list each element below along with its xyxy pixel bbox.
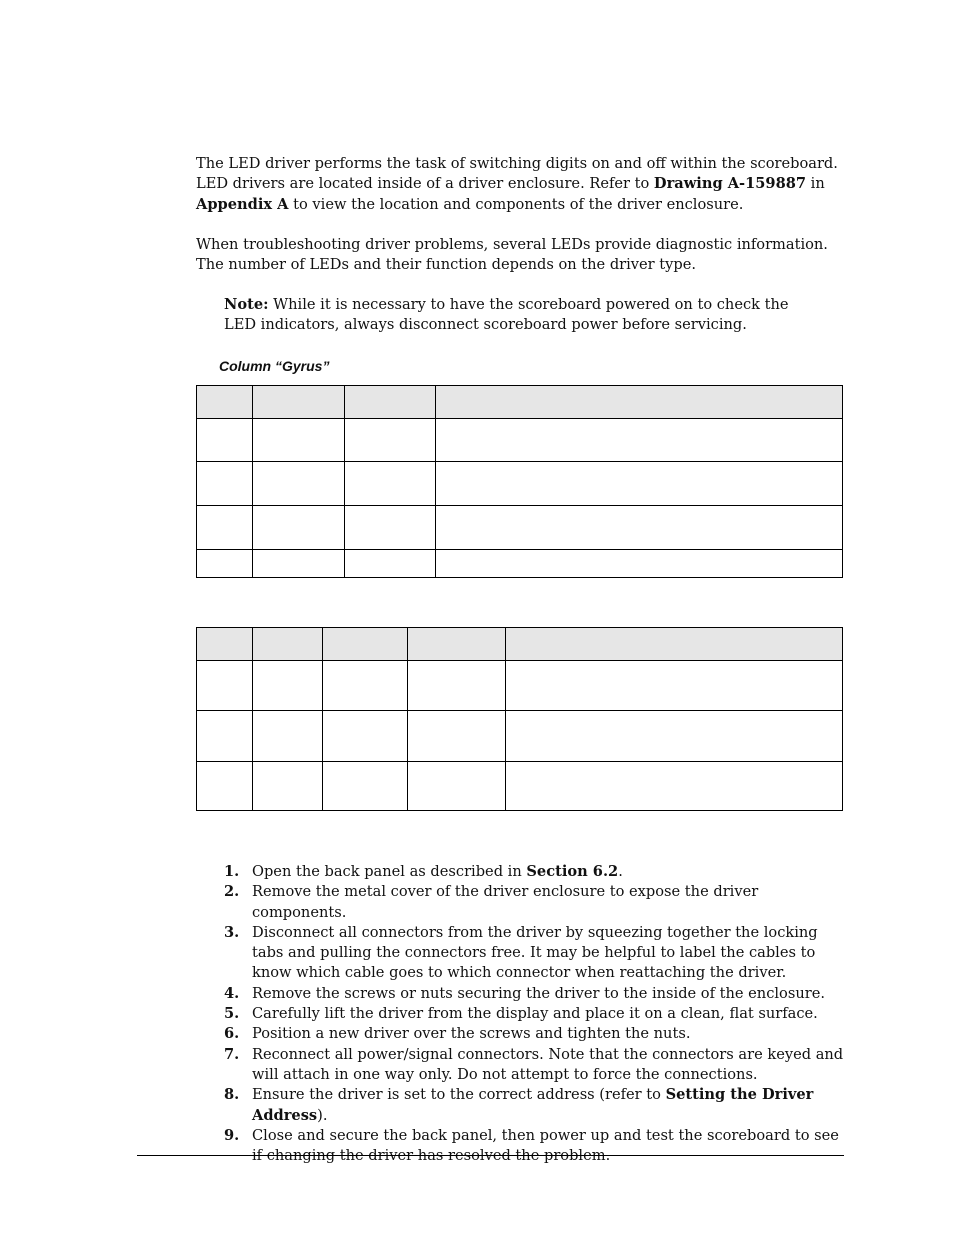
table-cell — [345, 550, 436, 578]
table-cell — [197, 628, 253, 661]
table-cell — [408, 661, 506, 711]
led-table-2 — [196, 627, 843, 811]
table-cell — [436, 419, 843, 462]
step-text: Ensure the driver is set to the correct address (refer to — [252, 1086, 666, 1104]
step-number: 6. — [224, 1025, 240, 1043]
note-paragraph — [224, 295, 824, 336]
table-cell — [323, 661, 408, 711]
intro-paragraph — [196, 154, 846, 215]
step-text: Position a new driver over the screws and tighten the nuts. — [252, 1025, 691, 1043]
step-number: 2. — [224, 883, 240, 901]
table-cell — [436, 462, 843, 506]
table-row — [197, 462, 843, 506]
step-item — [196, 1004, 846, 1024]
table-cell — [253, 711, 323, 762]
step-number: 5. — [224, 1005, 240, 1023]
table-header-row — [197, 386, 843, 419]
table-cell — [197, 661, 253, 711]
table-cell — [323, 762, 408, 811]
step-number: 7. — [224, 1045, 240, 1063]
step-text: Close and secure the back panel, then power up and test the scoreboard to see if changing the driver has resolved the problem. — [252, 1126, 839, 1165]
step-number: 9. — [224, 1126, 240, 1144]
intro-line-2-end: to view the location and components of the driver enclosure. — [288, 195, 744, 213]
step-item — [196, 1045, 846, 1086]
table-cell — [436, 506, 843, 550]
table-cell — [436, 550, 843, 578]
step-text: Disconnect all connectors from the driver by squeezing together the locking tabs and pulling the connectors free. It may be helpful to label the cables to know which cable goes to which connector when reattaching the driver. — [252, 923, 818, 982]
table-cell — [197, 711, 253, 762]
step-item — [196, 862, 846, 882]
table-row — [197, 506, 843, 550]
table-cell — [408, 628, 506, 661]
step-item — [196, 1085, 846, 1126]
table-cell — [253, 462, 345, 506]
table-cell — [345, 386, 436, 419]
intro-line-2-mid: in — [806, 175, 825, 193]
table-cell — [253, 506, 345, 550]
table-cell — [197, 462, 253, 506]
table-cell — [408, 711, 506, 762]
table-cell — [345, 506, 436, 550]
table-row — [197, 550, 843, 578]
table-cell — [197, 550, 253, 578]
step-number: 4. — [224, 984, 240, 1002]
appendix-reference: Appendix A — [196, 195, 289, 213]
table-cell — [323, 711, 408, 762]
table-cell — [345, 462, 436, 506]
troubleshooting-line-1: When troubleshooting driver problems, several LEDs provide diagnostic information. — [196, 236, 828, 253]
step-text: Reconnect all power/signal connectors. Note that the connectors are keyed and will attach in one way only. Do not attempt to force the connections. — [252, 1045, 844, 1083]
table-cell — [253, 628, 323, 661]
table-cell — [408, 762, 506, 811]
step-number: 8. — [224, 1086, 240, 1104]
table-caption: Column “Gyrus” — [219, 358, 330, 374]
table-cell — [506, 762, 843, 811]
footer-divider — [137, 1155, 844, 1156]
replacement-steps — [196, 862, 846, 1166]
step-item — [196, 1024, 846, 1044]
step-number: 1. — [224, 863, 240, 880]
table-cell — [197, 386, 253, 419]
table-cell — [197, 762, 253, 811]
table-cell — [436, 386, 843, 419]
step-bold-text: Setting the Driver Address — [252, 1086, 814, 1124]
troubleshooting-paragraph — [196, 235, 846, 276]
troubleshooting-line-2: The number of LEDs and their function depends on the driver type. — [196, 256, 697, 274]
table-cell — [323, 628, 408, 661]
step-item — [196, 1126, 846, 1167]
table-cell — [253, 550, 345, 578]
step-text: Remove the metal cover of the driver enclosure to expose the driver components. — [252, 883, 759, 921]
note-text: While it is necessary to have the scoreboard powered on to check the LED indicators, always disconnect scoreboard power before servicing. — [224, 296, 789, 334]
step-number: 3. — [224, 923, 240, 941]
table-cell — [253, 419, 345, 462]
step-text: Carefully lift the driver from the display and place it on a clean, flat surface. — [252, 1005, 818, 1023]
table-row — [197, 762, 843, 811]
table-cell — [506, 628, 843, 661]
table-header-row — [197, 628, 843, 661]
step-text-end: ). — [317, 1106, 328, 1124]
step-item — [196, 923, 846, 984]
step-item — [196, 984, 846, 1004]
step-bold-text: Section 6.2 — [526, 863, 619, 880]
drawing-reference: Drawing A-159887 — [653, 175, 807, 193]
table-cell — [253, 762, 323, 811]
table-cell — [345, 419, 436, 462]
table-cell — [253, 386, 345, 419]
table-row — [197, 711, 843, 762]
table-cell — [253, 661, 323, 711]
intro-line-1: The LED driver performs the task of switching digits on and off within the scoreboard. — [196, 155, 838, 172]
table-row — [197, 419, 843, 462]
step-text: Remove the screws or nuts securing the driver to the inside of the enclosure. — [252, 984, 825, 1002]
table-cell — [506, 711, 843, 762]
step-text: Open the back panel as described in — [252, 863, 527, 880]
step-text-end: . — [618, 863, 623, 880]
table-cell — [197, 419, 253, 462]
intro-line-2-start: LED drivers are located inside of a driver enclosure. Refer to — [196, 175, 654, 193]
table-row — [197, 661, 843, 711]
table-cell — [197, 506, 253, 550]
note-label: Note: — [224, 296, 269, 313]
step-item — [196, 882, 846, 923]
table-cell — [506, 661, 843, 711]
led-table-1 — [196, 385, 843, 578]
